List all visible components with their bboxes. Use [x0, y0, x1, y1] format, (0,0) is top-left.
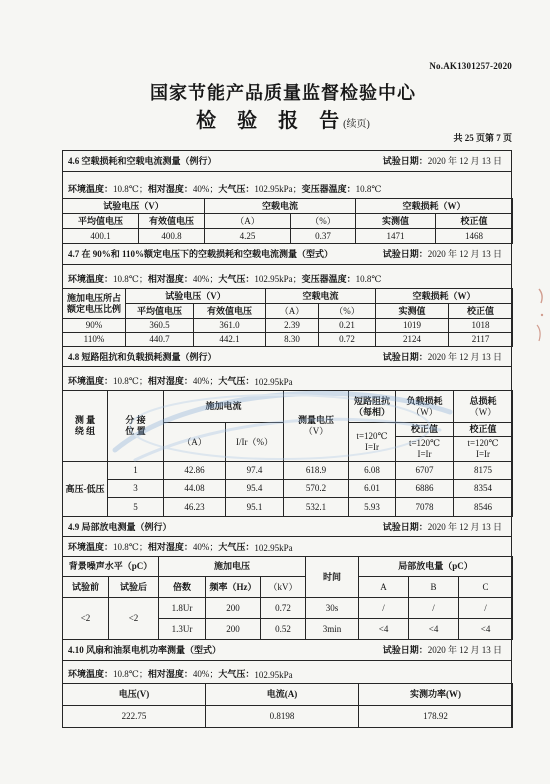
- table-cell: 6.08: [349, 462, 396, 480]
- section-4-7-voltage-ratio-loss: [62, 243, 512, 347]
- section-title-row: [62, 150, 512, 172]
- section-title-row: [62, 639, 512, 661]
- section-title: 4.7 在 90%和 110%额定电压下的空载损耗和空载电流测量（型式）: [68, 249, 334, 259]
- header-rms-voltage: 有效值电压: [194, 304, 266, 319]
- header-winding-line1: 测 量: [74, 415, 96, 426]
- table-cell: 0.8198: [206, 706, 359, 728]
- table-cell: 90%: [63, 319, 126, 333]
- env-label: 环境温度：: [68, 274, 114, 284]
- header-current: 电流(A): [206, 684, 359, 706]
- header-test-voltage: 试验电压（V）: [63, 199, 205, 214]
- header-current-amps: （A）: [266, 304, 319, 319]
- table-cell: 200: [206, 598, 261, 619]
- env-value: 102.95kPa: [254, 377, 293, 387]
- env-value: 102.95kPa；: [254, 184, 302, 194]
- table-cell: 2.39: [266, 319, 319, 333]
- env-value: 10.8℃；: [113, 274, 148, 284]
- section-4-6-no-load-loss: [62, 150, 512, 244]
- test-date-label: 试验日期：: [382, 645, 428, 655]
- table-cell: 0.72: [319, 333, 376, 347]
- table-cell: 5: [108, 498, 164, 517]
- header-total-loss-label: 总损耗: [469, 395, 497, 406]
- env-label: 变压器温度：: [301, 274, 356, 284]
- environment-conditions: [62, 661, 512, 683]
- table-cell: 361.0: [194, 319, 266, 333]
- header-after-test: 试验后: [109, 577, 159, 598]
- header-test-voltage: 试验电压（V）: [126, 289, 266, 304]
- header-current-percent: （%）: [319, 304, 376, 319]
- table-cell: 7078: [396, 498, 454, 517]
- env-label: 大气压：: [218, 669, 255, 679]
- table-cell: 8.30: [266, 333, 319, 347]
- header-total-loss-corrected: 校正值: [454, 423, 513, 437]
- header-total-loss-unit: （W）: [469, 406, 497, 417]
- table-header-row: [63, 391, 513, 423]
- header-average-voltage: 平均值电压: [126, 304, 194, 319]
- header-voltage-ratio: [63, 289, 126, 319]
- table-cell: 360.5: [126, 319, 194, 333]
- fan-pump-power-table: [62, 683, 513, 728]
- partial-discharge-table: [62, 556, 513, 640]
- header-before-test: 试验前: [63, 577, 109, 598]
- env-value: 10.8℃: [355, 274, 382, 284]
- header-kilovolts: （kV）: [261, 577, 306, 598]
- env-value: 40%；: [192, 669, 219, 679]
- section-4-8-short-circuit-impedance: [62, 346, 512, 517]
- table-cell: 8175: [454, 462, 513, 480]
- header-measured-voltage-label: 测量电压: [298, 415, 335, 426]
- section-4-9-partial-discharge: [62, 516, 512, 640]
- header-measured-power: 实测功率(W): [359, 684, 513, 706]
- header-voltage-unit: （V）: [303, 426, 329, 436]
- env-value: 40%；: [192, 376, 219, 386]
- header-short-circuit-impedance: [349, 391, 396, 423]
- header-measured-winding: [63, 391, 108, 462]
- table-header-row: [63, 289, 513, 304]
- table-cell: 400.1: [63, 229, 139, 244]
- env-value: 40%；: [192, 184, 219, 194]
- condition-current: I=Ir: [475, 449, 491, 459]
- header-background-noise: 背景噪声水平（pC）: [63, 557, 159, 577]
- table-header-row: [63, 304, 513, 319]
- short-circuit-load-loss-table: [62, 390, 513, 517]
- table-row: [63, 706, 513, 728]
- table-cell: 30s: [306, 598, 359, 619]
- table-row: [63, 319, 513, 333]
- table-cell: 5.93: [349, 498, 396, 517]
- header-load-loss-corrected: 校正值: [396, 423, 454, 437]
- table-cell: 6707: [396, 462, 454, 480]
- section-4-10-fan-pump-power: [62, 639, 512, 728]
- env-value: 10.8℃；: [113, 669, 148, 679]
- table-cell: /: [459, 598, 513, 619]
- table-cell: 8354: [454, 480, 513, 498]
- test-date: [383, 247, 502, 260]
- condition-current: I=Ir: [364, 442, 380, 452]
- document-title-row: [16, 104, 550, 133]
- environment-conditions: [62, 367, 512, 390]
- continued-page-mark: (续页): [343, 119, 370, 130]
- header-average-voltage: 平均值电压: [63, 214, 139, 229]
- header-voltage-ratio-line1: 施加电压所占: [66, 292, 121, 303]
- env-value: 10.8℃；: [113, 376, 148, 386]
- table-header-row: [63, 684, 513, 706]
- table-cell: 532.1: [284, 498, 349, 517]
- env-label: 相对湿度：: [147, 669, 193, 679]
- env-value: 40%；: [192, 542, 219, 552]
- header-tap-line1: 分 接: [125, 415, 146, 426]
- table-cell: 0.72: [261, 598, 306, 619]
- table-cell: 1019: [376, 319, 449, 333]
- env-value: 10.8℃；: [113, 184, 148, 194]
- noise-after-value: <2: [109, 598, 159, 640]
- table-cell: 178.92: [359, 706, 513, 728]
- table-cell: 3min: [306, 619, 359, 640]
- table-cell: 440.7: [126, 333, 194, 347]
- table-cell: /: [359, 598, 409, 619]
- header-load-loss-unit: （W）: [411, 406, 438, 417]
- header-impedance-condition: [349, 423, 396, 462]
- table-row: [63, 333, 513, 347]
- noise-before-value: <2: [63, 598, 109, 640]
- table-cell: 0.21: [319, 319, 376, 333]
- section-title-row: [62, 346, 512, 367]
- env-label: 变压器温度：: [301, 184, 356, 194]
- section-title: 4.9 局部放电测量（例行）: [68, 521, 172, 532]
- header-measured-voltage: [284, 391, 349, 462]
- header-corrected-value: 校正值: [436, 214, 513, 229]
- header-per-phase: （每相）: [354, 406, 391, 417]
- test-date-value: 2020 年 12 月 13 日: [427, 249, 502, 259]
- header-phase-b: B: [409, 577, 459, 598]
- header-time: 时间: [306, 557, 359, 598]
- document-title: 检 验 报 告: [196, 110, 348, 132]
- environment-conditions: [62, 265, 512, 288]
- header-measured-value: 实测值: [376, 304, 449, 319]
- report-number: No.AK1301257-2020: [429, 61, 512, 71]
- table-cell: 1.8Ur: [159, 598, 206, 619]
- table-row: [63, 498, 513, 517]
- test-date-value: 2020 年 12 月 13 日: [427, 521, 502, 532]
- table-cell: 8546: [454, 498, 513, 517]
- seam-stamp-fragment: [533, 285, 548, 351]
- env-label: 环境温度：: [68, 669, 114, 679]
- header-current-amps: （A）: [205, 214, 291, 229]
- table-cell: 110%: [63, 333, 126, 347]
- test-date-label: 试验日期：: [382, 521, 428, 532]
- table-cell: 6.01: [349, 480, 396, 498]
- condition-temperature: t=120℃: [356, 431, 388, 442]
- table-row: [63, 229, 513, 244]
- environment-conditions: [62, 172, 512, 198]
- table-cell: 1468: [436, 229, 513, 244]
- table-cell: 1471: [356, 229, 436, 244]
- condition-temperature: t=120℃: [408, 438, 441, 449]
- table-cell: 4.25: [205, 229, 291, 244]
- table-cell: 1: [108, 462, 164, 480]
- env-label: 大气压：: [218, 274, 255, 284]
- header-load-loss-condition: [396, 437, 454, 462]
- header-no-load-loss: 空载损耗（W）: [356, 199, 513, 214]
- section-title: 4.6 空载损耗和空载电流测量（例行）: [68, 156, 217, 166]
- header-no-load-current: 空载电流: [266, 289, 376, 304]
- section-title: 4.10 风扇和油泵电机功率测量（型式）: [68, 645, 222, 655]
- table-cell: 3: [108, 480, 164, 498]
- test-date-label: 试验日期：: [382, 156, 428, 166]
- header-frequency: 频率（Hz）: [206, 577, 261, 598]
- header-tap-line2: 位 置: [125, 426, 146, 436]
- env-label: 大气压：: [218, 376, 255, 386]
- header-partial-discharge: 局部放电量（pC）: [359, 557, 513, 577]
- table-cell: 400.8: [139, 229, 205, 244]
- table-row: [63, 462, 513, 480]
- env-label: 大气压：: [218, 184, 255, 194]
- env-label: 相对湿度：: [147, 376, 193, 386]
- header-phase-c: C: [459, 577, 513, 598]
- test-date: [383, 520, 502, 533]
- table-cell: 570.2: [284, 480, 349, 498]
- environment-conditions: [62, 537, 512, 556]
- header-no-load-current: 空载电流: [205, 199, 356, 214]
- header-total-loss: [454, 391, 513, 423]
- table-cell: 95.4: [226, 480, 284, 498]
- header-applied-current: 施加电流: [164, 391, 284, 423]
- header-current-amps: （A）: [164, 423, 226, 462]
- table-cell: 1018: [449, 319, 513, 333]
- header-multiple: 倍数: [159, 577, 206, 598]
- env-value: 102.95kPa: [254, 543, 293, 553]
- env-label: 大气压：: [218, 542, 255, 552]
- header-impedance-label: 短路阻抗: [354, 395, 391, 406]
- env-label: 相对湿度：: [147, 274, 193, 284]
- table-header-row: [63, 199, 513, 214]
- header-winding-line2: 绕 组: [74, 426, 96, 436]
- header-rms-voltage: 有效值电压: [139, 214, 205, 229]
- header-voltage: 电压(V): [63, 684, 206, 706]
- test-date-value: 2020 年 12 月 13 日: [427, 645, 502, 655]
- table-row: [63, 480, 513, 498]
- env-value: 102.95kPa: [254, 670, 293, 680]
- env-label: 环境温度：: [68, 542, 114, 552]
- env-label: 环境温度：: [68, 376, 114, 386]
- header-load-loss: [396, 391, 454, 423]
- test-date: [383, 154, 502, 167]
- test-date: [383, 350, 502, 363]
- table-header-row: [63, 557, 513, 577]
- table-cell: 46.23: [164, 498, 226, 517]
- env-value: 40%；: [192, 274, 219, 284]
- voltage-ratio-loss-table: [62, 288, 513, 347]
- test-date-value: 2020 年 12 月 13 日: [427, 351, 502, 362]
- table-cell: 0.37: [291, 229, 356, 244]
- header-total-loss-condition: [454, 437, 513, 462]
- table-cell: 0.52: [261, 619, 306, 640]
- table-cell: /: [409, 598, 459, 619]
- table-cell: 6886: [396, 480, 454, 498]
- test-date: [383, 643, 502, 656]
- table-cell: 44.08: [164, 480, 226, 498]
- page-count: 共 25 页第 7 页: [453, 133, 512, 143]
- header-corrected-value: 校正值: [449, 304, 513, 319]
- header-voltage-ratio-line2: 额定电压比例: [66, 303, 121, 314]
- condition-temperature: t=120℃: [467, 438, 499, 449]
- table-cell: 2124: [376, 333, 449, 347]
- table-cell: 97.4: [226, 462, 284, 480]
- header-no-load-loss: 空载损耗（W）: [376, 289, 513, 304]
- env-value: 10.8℃；: [113, 542, 148, 552]
- organization-title: 国家节能产品质量监督检验中心: [150, 83, 416, 103]
- section-title-row: [62, 516, 512, 537]
- table-header-row: [63, 214, 513, 229]
- env-value: 10.8℃: [355, 184, 382, 194]
- test-date-label: 试验日期：: [382, 351, 428, 362]
- table-cell: 2117: [449, 333, 513, 347]
- section-title: 4.8 短路阻抗和负载损耗测量（例行）: [68, 351, 217, 362]
- table-cell: 200: [206, 619, 261, 640]
- header-phase-a: A: [359, 577, 409, 598]
- env-label: 相对湿度：: [147, 542, 193, 552]
- table-cell: 618.9: [284, 462, 349, 480]
- header-current-percent: （%）: [291, 214, 356, 229]
- header-current-ratio: I/Ir（%）: [226, 423, 284, 462]
- header-measured-value: 实测值: [356, 214, 436, 229]
- env-value: 102.95kPa；: [254, 274, 302, 284]
- table-cell: <4: [359, 619, 409, 640]
- test-date-value: 2020 年 12 月 13 日: [427, 156, 502, 166]
- no-load-loss-table: [62, 198, 513, 244]
- table-cell: 222.75: [63, 706, 206, 728]
- table-cell: 95.1: [226, 498, 284, 517]
- test-date-label: 试验日期：: [382, 249, 428, 259]
- condition-current: I=Ir: [417, 449, 432, 459]
- table-row: [63, 598, 513, 619]
- table-cell: 442.1: [194, 333, 266, 347]
- env-label: 环境温度：: [68, 184, 114, 194]
- table-header-row: [63, 577, 513, 598]
- table-cell: 42.86: [164, 462, 226, 480]
- table-cell: 1.3Ur: [159, 619, 206, 640]
- winding-pair: 高压-低压: [63, 462, 108, 517]
- section-title-row: [62, 243, 512, 265]
- table-cell: <4: [409, 619, 459, 640]
- header-applied-voltage: 施加电压: [159, 557, 306, 577]
- env-label: 相对湿度：: [147, 184, 193, 194]
- table-cell: <4: [459, 619, 513, 640]
- header-tap-position: [108, 391, 164, 462]
- header-load-loss-label: 负载损耗: [406, 395, 443, 406]
